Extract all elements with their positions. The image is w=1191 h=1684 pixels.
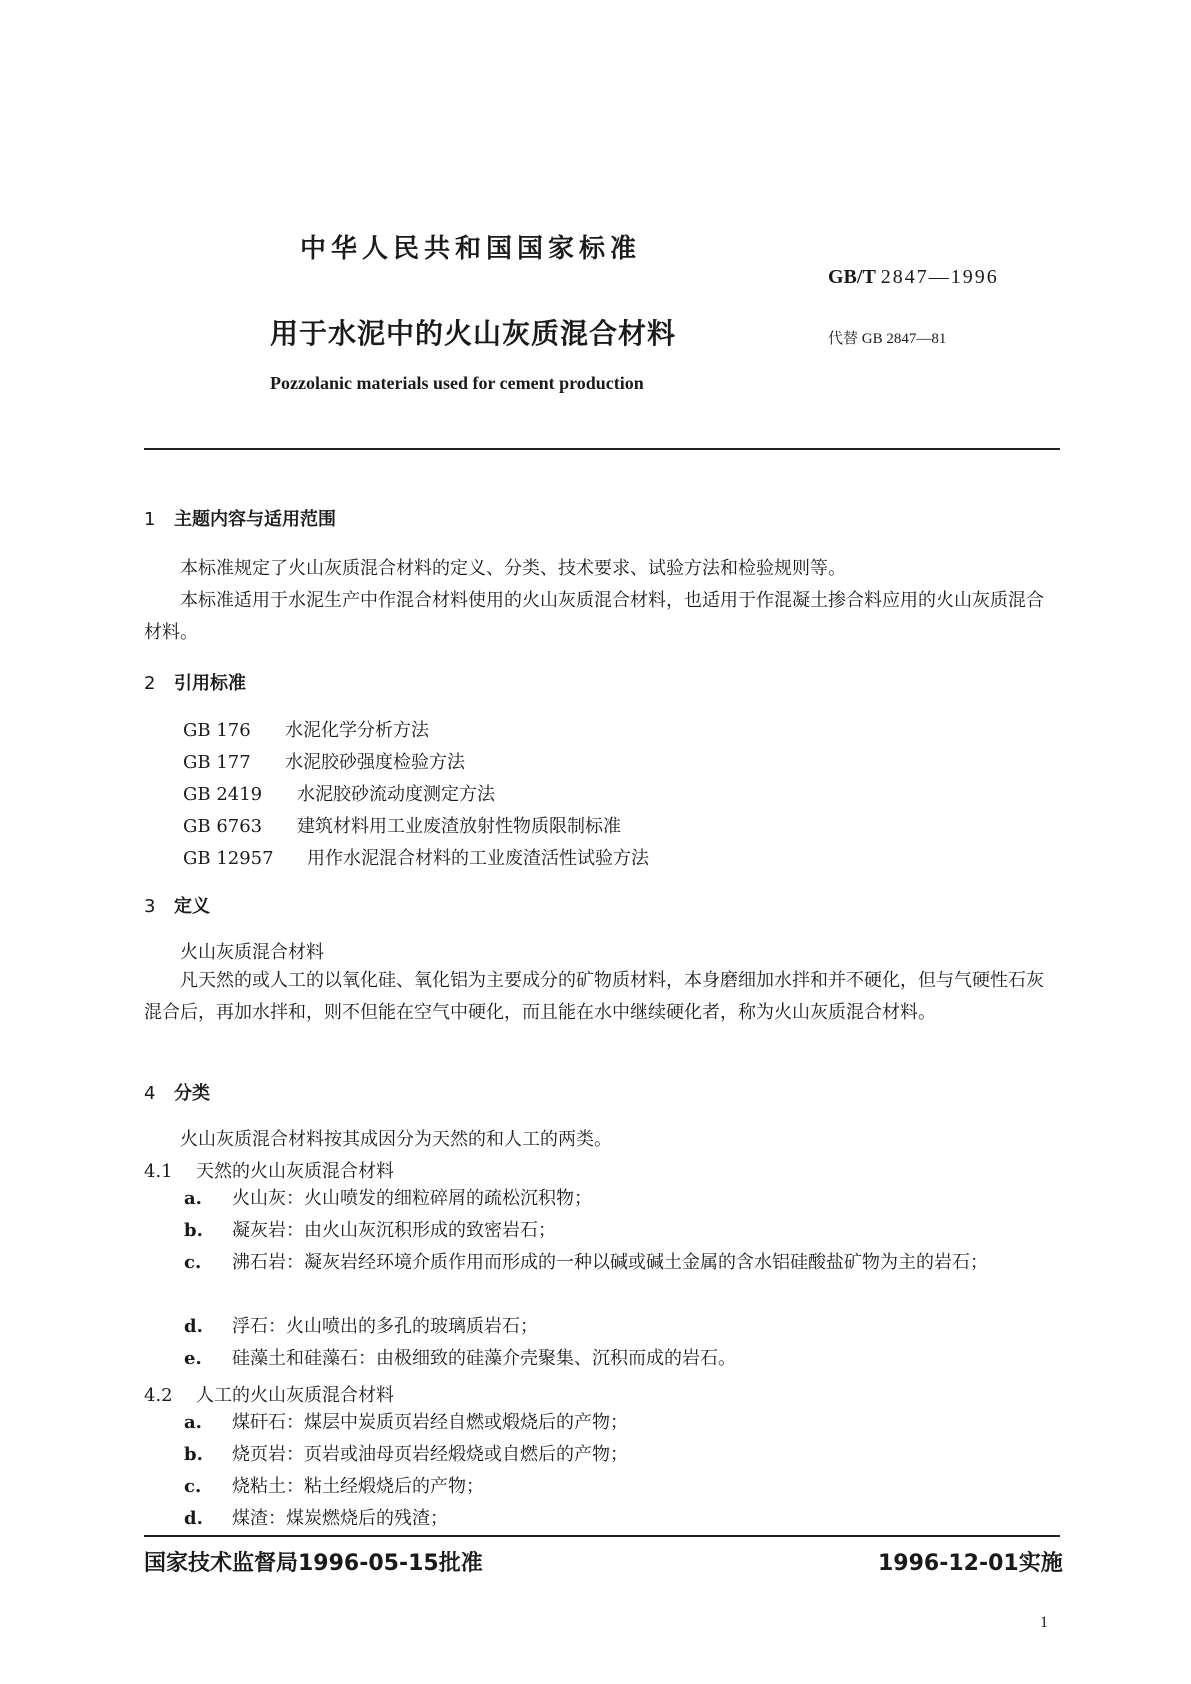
section-heading xyxy=(144,1079,210,1105)
approval-note: 国家技术监督局1996-05-15批准 xyxy=(144,1551,483,1576)
list-item xyxy=(144,1471,484,1503)
list-label: c. xyxy=(184,1476,202,1497)
list-item xyxy=(144,1247,1060,1279)
list-text: 煤矸石：煤层中炭质页岩经自燃或煅烧后的产物； xyxy=(232,1412,628,1433)
reference-code: GB 12957 xyxy=(183,848,274,869)
list-label: d. xyxy=(184,1316,203,1337)
definition: 凡天然的或人工的以氧化硅、氧化铝为主要成分的矿物质材料，本身磨细加水拌和并不硬化，但与气硬性石灰混合后，再加水拌和，则不但能在空气中硬化，而且能在水中继续硬化者，称为火山灰质混合材料。 xyxy=(144,970,1044,1023)
section-number: 3 xyxy=(144,896,156,917)
paragraph: 本标准规定了火山灰质混合材料的定义、分类、技术要求、试验方法和检验规则等。 xyxy=(180,558,846,579)
section-number: 1 xyxy=(144,509,156,530)
list-label: e. xyxy=(184,1348,202,1369)
list-text: 烧页岩：页岩或油母页岩经煅烧或自燃后的产物； xyxy=(232,1444,628,1465)
list-text: 硅藻土和硅藻石：由极细致的硅藻介壳聚集、沉积而成的岩石。 xyxy=(232,1348,736,1369)
list-item xyxy=(144,1215,556,1247)
list-text: 凝灰岩：由火山灰沉积形成的致密岩石； xyxy=(232,1220,556,1241)
document-title: 用于水泥中的火山灰质混合材料 xyxy=(270,317,677,350)
section-title: 主题内容与适用范围 xyxy=(174,509,336,530)
reference-title: 水泥胶砂流动度测定方法 xyxy=(297,784,495,805)
list-label: d. xyxy=(184,1508,203,1529)
document-title-english: Pozzolanic materials used for cement production xyxy=(270,373,644,393)
footer-divider xyxy=(144,1535,1060,1537)
standard-code-number: 2847—1996 xyxy=(880,266,999,288)
paragraph: 火山灰质混合材料按其成因分为天然的和人工的两类。 xyxy=(180,1129,612,1150)
subsection-heading xyxy=(144,1381,394,1407)
standard-organization: 中华人民共和国国家标准 xyxy=(300,234,642,264)
section-title: 引用标准 xyxy=(174,673,246,694)
reference-title: 建筑材料用工业废渣放射性物质限制标准 xyxy=(297,816,621,837)
reference-title: 水泥胶砂强度检验方法 xyxy=(285,752,465,773)
standard-code xyxy=(828,266,999,289)
subsection-title: 天然的火山灰质混合材料 xyxy=(196,1161,394,1182)
reference-code: GB 6763 xyxy=(183,816,263,837)
list-label: b. xyxy=(184,1444,203,1465)
reference-item xyxy=(183,844,649,870)
replaces-note: 代替 GB 2847—81 xyxy=(828,331,947,347)
section-title: 分类 xyxy=(174,1083,210,1104)
reference-title: 用作水泥混合材料的工业废渣活性试验方法 xyxy=(307,848,649,869)
section-heading xyxy=(144,505,336,531)
section-heading xyxy=(144,669,246,695)
reference-title: 水泥化学分析方法 xyxy=(285,720,429,741)
effective-date: 1996-12-01实施 xyxy=(878,1551,1063,1576)
reference-item xyxy=(183,780,495,806)
list-item xyxy=(144,1407,628,1439)
list-label: c. xyxy=(184,1252,202,1273)
list-text: 烧粘土：粘土经煅烧后的产物； xyxy=(232,1476,484,1497)
header-divider xyxy=(144,448,1060,450)
standard-code-prefix: GB/T xyxy=(828,266,876,288)
subsection-number: 4.2 xyxy=(144,1385,173,1406)
reference-code: GB 177 xyxy=(183,752,251,773)
list-item xyxy=(144,1183,592,1215)
reference-item xyxy=(183,716,429,742)
list-text: 浮石：火山喷出的多孔的玻璃质岩石； xyxy=(232,1316,538,1337)
list-label: b. xyxy=(184,1220,203,1241)
subsection-title: 人工的火山灰质混合材料 xyxy=(196,1385,394,1406)
list-item xyxy=(144,1311,538,1343)
reference-code: GB 2419 xyxy=(183,784,263,805)
defined-term: 火山灰质混合材料 xyxy=(180,942,324,963)
page-number: 1 xyxy=(1040,1614,1048,1631)
paragraph: 本标准适用于水泥生产中作混合材料使用的火山灰质混合材料，也适用于作混凝土掺合料应用的火山灰质混合材料。 xyxy=(144,590,1044,643)
list-item xyxy=(144,1439,628,1471)
subsection-number: 4.1 xyxy=(144,1161,173,1182)
list-label: a. xyxy=(184,1188,202,1209)
list-item xyxy=(144,1343,736,1375)
section-title: 定义 xyxy=(174,896,210,917)
list-label: a. xyxy=(184,1412,202,1433)
section-heading xyxy=(144,892,210,918)
list-text: 火山灰：火山喷发的细粒碎屑的疏松沉积物； xyxy=(232,1188,592,1209)
list-text: 沸石岩：凝灰岩经环境介质作用而形成的一种以碱或碱土金属的含水铝硅酸盐矿物为主的岩石； xyxy=(232,1252,988,1273)
reference-item xyxy=(183,748,465,774)
reference-code: GB 176 xyxy=(183,720,251,741)
list-item xyxy=(144,1503,448,1535)
section-number: 4 xyxy=(144,1083,156,1104)
reference-item xyxy=(183,812,621,838)
list-text: 煤渣：煤炭燃烧后的残渣； xyxy=(232,1508,448,1529)
subsection-heading xyxy=(144,1157,394,1183)
section-number: 2 xyxy=(144,673,156,694)
